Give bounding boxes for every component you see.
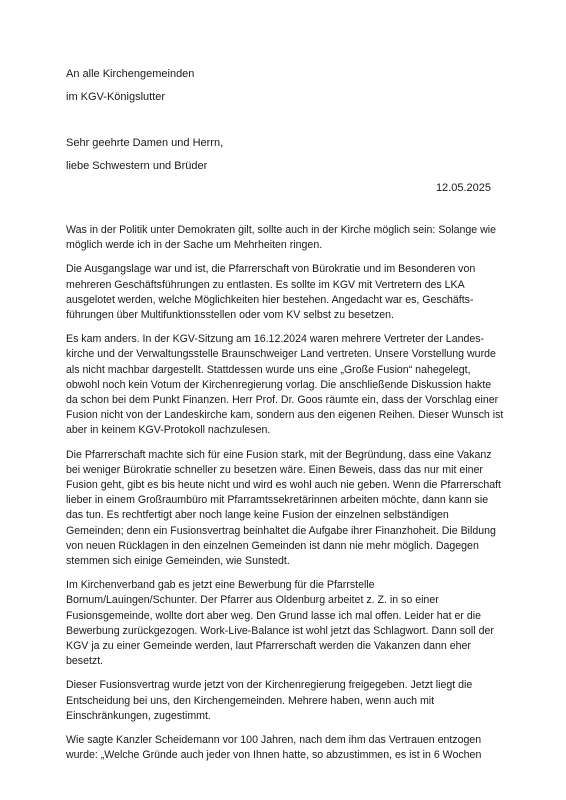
body-paragraph bbox=[66, 223, 502, 253]
paragraph-line: obwohl noch kein Votum der Kirchenregierung vorlag. Die anschließende Diskussion hakte bbox=[66, 378, 492, 391]
body-paragraph bbox=[66, 448, 502, 570]
paragraph-line: Es kam anders. In der KGV-Sitzung am 16.12.2024 waren mehrere Vertreter der Landes- bbox=[66, 333, 485, 346]
paragraph-line: wurde: „Welche Gründe auch jeder von Ihnen hatte, so abzustimmen, es ist in 6 Wochen bbox=[66, 749, 482, 762]
paragraph-line: Bewerbung zurückgezogen. Work-Live-Balance ist wohl jetzt das Schlagwort. Dann soll der bbox=[66, 624, 494, 637]
paragraph-line: Gemeinden; denn ein Fusionsvertrag beinhaltet die Aufgabe ihrer Finanzhoheit. Die Bildung bbox=[66, 524, 496, 537]
paragraph-line: Bornum/Lauingen/Schunter. Der Pfarrer aus Oldenburg arbeitet z. Z. in so einer bbox=[66, 594, 439, 607]
paragraph-line: als nicht machbar dargestellt. Stattdessen wurde uns eine „Große Fusion“ nahegelegt, bbox=[66, 363, 471, 376]
paragraph-line: Was in der Politik unter Demokraten gilt, sollte auch in der Kirche möglich sein: Solange wie bbox=[66, 224, 497, 236]
paragraph-line: möglich werde ich in der Sache um Mehrheiten ringen. bbox=[66, 239, 323, 252]
paragraph-line: Die Ausgangslage war und ist, die Pfarrerschaft von Bürokratie und im Besonderen von bbox=[66, 263, 476, 276]
recipient-line-2: im KGV-Königslutter bbox=[66, 91, 166, 103]
body-paragraph bbox=[66, 678, 502, 724]
paragraph-line: besetzt. bbox=[66, 655, 104, 668]
paragraph-line: ausgelotet werden, welche Möglichkeiten hier bestehen. Angedacht war es, Geschäfts- bbox=[66, 293, 474, 306]
paragraph-line: lieber in einem Großraumbüro mit Pfarramtssekretärinnen arbeiten möchte, dann kann sie bbox=[66, 494, 489, 507]
paragraph-line: Fusion geht, gibt es bis heute nicht und wird es wohl auch nie geben. Wenn die Pfarrerschaft bbox=[66, 479, 501, 492]
salutation-line-1: Sehr geehrte Damen und Herrn, bbox=[66, 137, 224, 149]
paragraph-line: Entscheidung bei uns, den Kirchengemeinden. Mehrere haben, wenn auch mit bbox=[66, 694, 435, 707]
paragraph-line: führungen über Multifunktionsstellen oder vom KV selbst zu besetzen. bbox=[66, 309, 395, 322]
paragraph-line: kirche und der Verwaltungsstelle Braunschweiger Land vertreten. Unsere Vorstellung wurde bbox=[66, 348, 496, 361]
paragraph-line: da schon bei dem Punkt Finanzen. Herr Prof. Dr. Goos räumte ein, dass der Vorschlag einer bbox=[66, 394, 499, 407]
body-paragraph bbox=[66, 262, 502, 323]
paragraph-line: das tun. Es rechtfertigt aber noch lange keine Fusion der einzelnen selbständigen bbox=[66, 509, 449, 522]
paragraph-line: Im Kirchenverband gab es jetzt eine Bewerbung für die Pfarrstelle bbox=[66, 579, 375, 592]
letter-body bbox=[66, 223, 502, 773]
paragraph-line: mehreren Geschäftsführungen zu entlasten. Es sollte im KGV mit Vertretern des LKA bbox=[66, 278, 465, 291]
paragraph-line: Fusionsgemeinde, wollte dort aber weg. Den Grund lasse ich mal offen. Leider hat er die bbox=[66, 609, 481, 622]
paragraph-line: bei weniger Bürokratie schneller zu besetzen wäre. Einen Beweis, dass das nur mit einer bbox=[66, 463, 483, 476]
paragraph-line: Dieser Fusionsvertrag wurde jetzt von der Kirchenregierung freigegeben. Jetzt liegt die bbox=[66, 679, 473, 692]
letter-date: 12.05.2025 bbox=[435, 182, 491, 194]
paragraph-line: KGV ja zu einer Gemeinde werden, laut Pfarrerschaft werden die Vakanzen dann eher bbox=[66, 640, 471, 653]
paragraph-line: Die Pfarrerschaft machte sich für eine Fusion stark, mit der Begründung, dass eine Vakanz bbox=[66, 448, 492, 461]
body-paragraph bbox=[66, 332, 502, 438]
paragraph-line: Einschränkungen, zugestimmt. bbox=[66, 709, 211, 722]
paragraph-line: Fusion nicht von der Landeskirche kam, sondern aus den eigenen Reihen. Dieser Wunsch ist bbox=[66, 409, 504, 422]
recipient-line-1: An alle Kirchengemeinden bbox=[66, 68, 195, 80]
body-paragraph bbox=[66, 733, 502, 763]
paragraph-line: aber in keinem KGV-Protokoll nachzulesen. bbox=[66, 424, 271, 437]
salutation-line-2: liebe Schwestern und Brüder bbox=[66, 160, 208, 172]
paragraph-line: von neuen Rücklagen in den einzelnen Gemeinden ist dann nie mehr möglich. Dagegen bbox=[66, 539, 479, 552]
body-paragraph bbox=[66, 578, 502, 669]
paragraph-line: stemmen sich einige Gemeinden, wie Sunstedt. bbox=[66, 555, 290, 568]
paragraph-line: Wie sagte Kanzler Scheidemann vor 100 Jahren, nach dem ihm das Vertrauen entzogen bbox=[66, 734, 482, 747]
